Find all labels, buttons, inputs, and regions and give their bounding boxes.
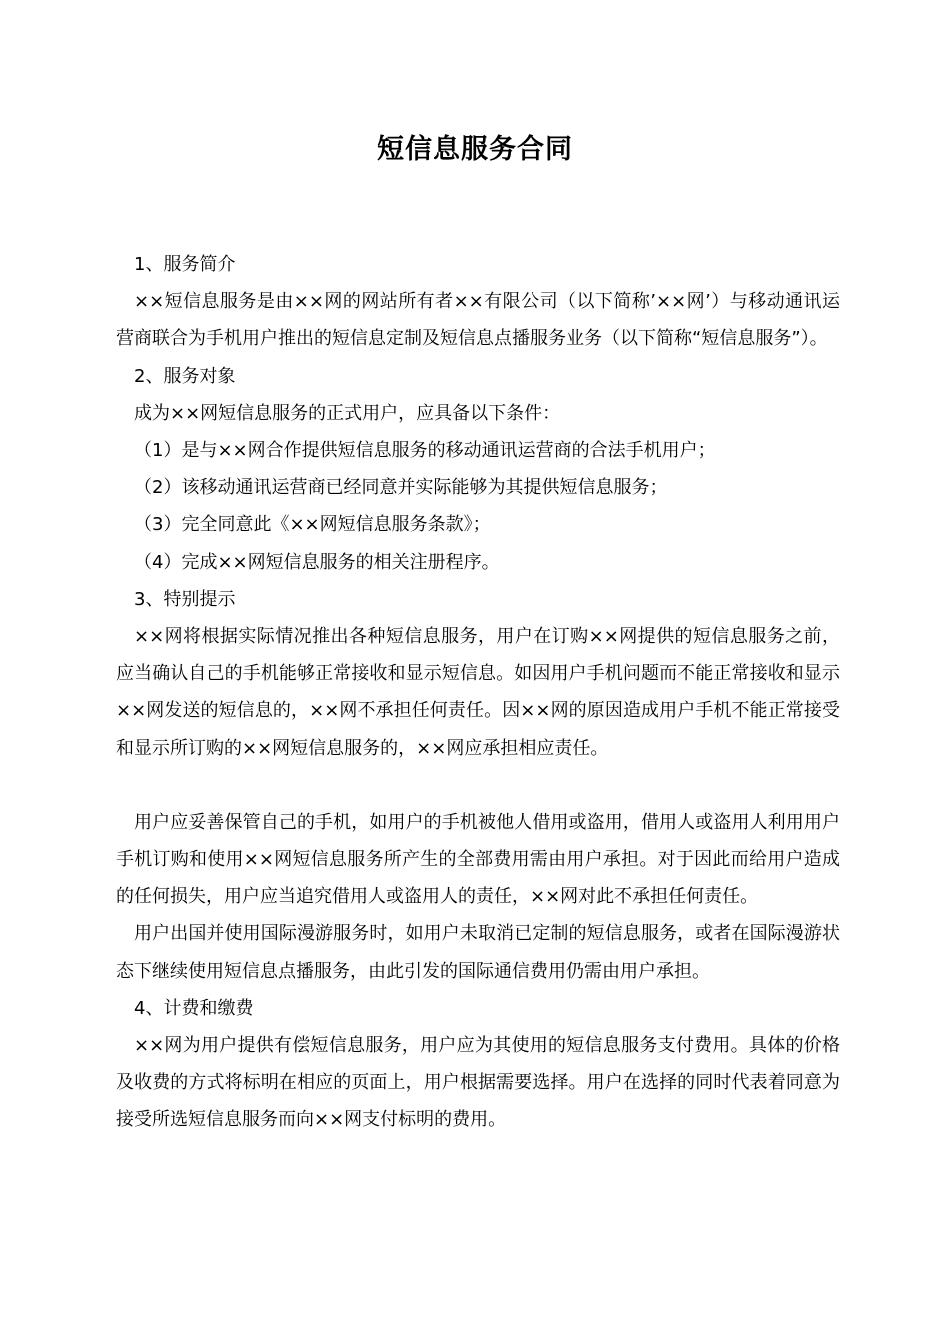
section-heading-special-notice: 3、特别提示 (134, 588, 236, 610)
paragraph-conditions-intro: 成为××网短信息服务的正式用户，应具备以下条件： (134, 402, 561, 424)
condition-item-4: （4）完成××网短信息服务的相关注册程序。 (134, 551, 500, 573)
condition-item-3: （3）完全同意此《××网短信息服务条款》； (134, 514, 491, 536)
document-body (116, 246, 840, 1139)
document-title: 短信息服务合同 (377, 134, 573, 165)
section-heading-billing: 4、计费和缴费 (134, 997, 254, 1019)
paragraph-special-notice: ××网将根据实际情况推出各种短信息服务，用户在订购××网提供的短信息服务之前，应当确认自己的手机能够正常接收和显示短信息。如因用户手机问题而不能正常接收和显示××网发送的短信息的，××网不承担任何责任。因××网的原因造成用户手机不能正常接受和显示所订购的××网短信息服务的，××网应承担相应责任。 (116, 626, 840, 759)
paragraph-billing: ××网为用户提供有偿短信息服务，用户应为其使用的短信息服务支付费用。具体的价格及收费的方式将标明在相应的页面上，用户根据需要选择。用户在选择的同时代表着同意为接受所选短信息服务而向××网支付标明的费用。 (116, 1035, 840, 1131)
section-heading-service-target: 2、服务对象 (134, 365, 236, 387)
paragraph-service-intro: ××短信息服务是由××网的网站所有者××有限公司（以下简称’××网’）与移动通讯运营商联合为手机用户推出的短信息定制及短信息点播服务业务（以下简称“短信息服务”）。 (116, 291, 840, 350)
section-heading-service-intro: 1、服务简介 (134, 254, 236, 275)
condition-item-1: （1）是与××网合作提供短信息服务的移动通讯运营商的合法手机用户； (134, 440, 716, 462)
paragraph-roaming: 用户出国并使用国际漫游服务时，如用户未取消已定制的短信息服务，或者在国际漫游状态下继续使用短信息点播服务，由此引发的国际通信费用仍需由用户承担。 (116, 923, 840, 982)
condition-item-2: （2）该移动通讯运营商已经同意并实际能够为其提供短信息服务； (134, 477, 668, 499)
paragraph-phone-safekeeping: 用户应妥善保管自己的手机，如用户的手机被他人借用或盗用，借用人或盗用人利用用户手机订购和使用××网短信息服务所产生的全部费用需由用户承担。对于因此而给用户造成的任何损失，用户应当追究借用人或盗用人的责任，××网对此不承担任何责任。 (116, 811, 840, 908)
